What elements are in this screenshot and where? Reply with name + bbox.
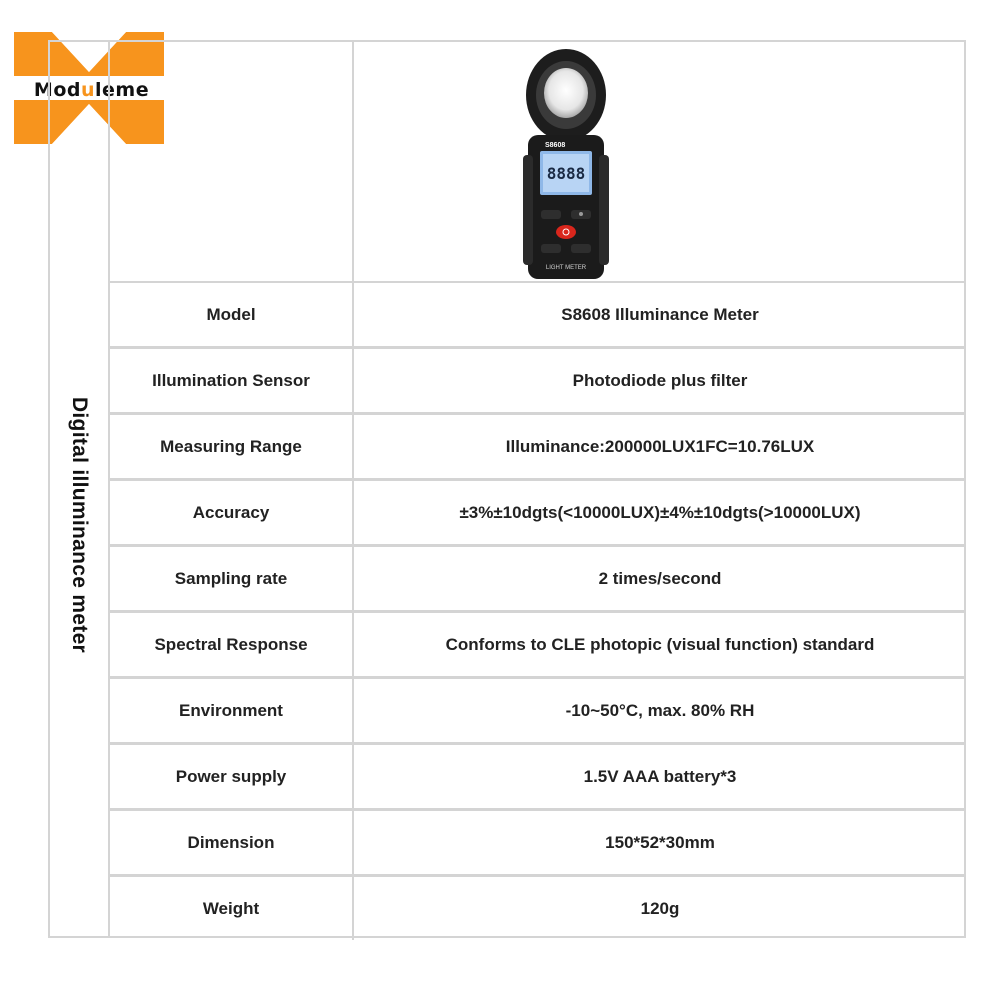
spec-label: Accuracy	[110, 481, 354, 544]
spec-value: 120g	[640, 898, 680, 918]
spec-label: Dimension	[110, 811, 354, 874]
table-row	[110, 349, 966, 415]
spec-value: S8608 Illuminance Meter	[561, 304, 759, 324]
spec-value: -10~50°C, max. 80% RH	[565, 700, 755, 720]
spec-value: Illuminance:200000LUX1FC=10.76LUX	[505, 436, 815, 456]
light-meter-image	[465, 45, 665, 281]
table-row	[110, 679, 966, 745]
spec-label: Measuring Range	[110, 415, 354, 478]
spec-value: 150*52*30mm	[605, 832, 715, 852]
product-image-empty-cell	[110, 40, 354, 281]
table-row	[110, 877, 966, 940]
table-row	[110, 547, 966, 613]
table-row	[110, 283, 966, 349]
table-row	[110, 415, 966, 481]
spec-label: Model	[110, 283, 354, 346]
spec-value: 1.5V AAA battery*3	[583, 766, 737, 786]
side-title: Digital illuminance meter	[68, 396, 91, 654]
table-row	[110, 745, 966, 811]
spec-label: Power supply	[110, 745, 354, 808]
spec-value: 2 times/second	[598, 568, 722, 588]
table-row	[110, 811, 966, 877]
table-row	[110, 481, 966, 547]
spec-value: Photodiode plus filter	[572, 370, 748, 390]
spec-label: Sampling rate	[110, 547, 354, 610]
spec-value: ±3%±10dgts(<10000LUX)±4%±10dgts(>10000LUX)	[459, 502, 861, 522]
logo-wordmark: Moduleme	[33, 79, 150, 101]
spec-label: Weight	[110, 877, 354, 940]
spec-label: Illumination Sensor	[110, 349, 354, 412]
spec-value: Conforms to CLE photopic (visual function) standard	[445, 634, 875, 654]
device-model-label: S8608	[545, 142, 566, 149]
device-display-digits: 8888	[546, 164, 586, 183]
device-footer-label: LIGHT METER	[545, 265, 587, 271]
spec-label: Spectral Response	[110, 613, 354, 676]
spec-table	[110, 283, 966, 940]
table-row	[110, 613, 966, 679]
spec-label: Environment	[110, 679, 354, 742]
